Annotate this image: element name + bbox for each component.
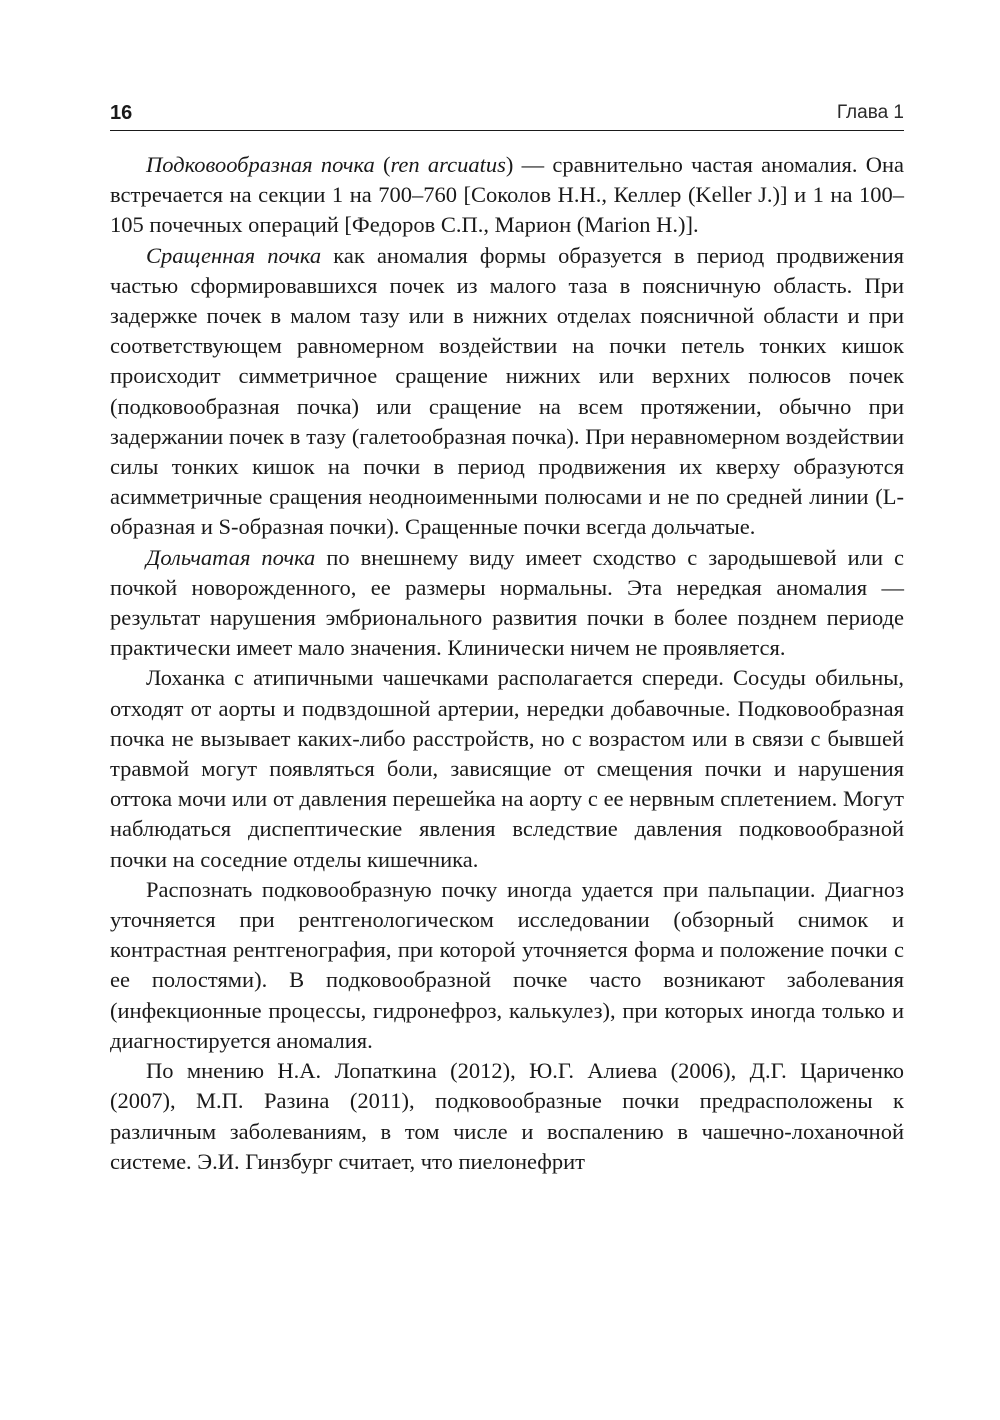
paragraph-text: по внешнему виду имеет сходство с зародышевой или с почкой новорожденного, ее размеры нормальны. Эта нередкая аномалия — результат нарушения эмбрионального развития почки в более позднем периоде практически имеет мало значения. Клинически ничем не проявляется. (110, 544, 904, 661)
paragraph-horseshoe-kidney (110, 150, 904, 241)
paragraph-lobulated-kidney (110, 543, 904, 664)
paragraph-text: ( (374, 152, 391, 177)
paragraph-opinions (110, 1056, 904, 1177)
paragraph-text: Распознать подковообразную почку иногда удается при пальпации. Диагноз уточняется при рентгенологическом исследовании (обзорный снимок и контрастная рентгенография, при которой уточняется форма и положение почки с ее полостями). В подковообразной почке часто возникают заболевания (инфекционные процессы, гидронефроз, калькулез), при которых иногда только и диагностируется аномалия. (110, 876, 904, 1053)
page-number: 16 (110, 102, 133, 124)
paragraph-text: По мнению Н.А. Лопаткина (2012), Ю.Г. Алиева (2006), Д.Г. Цариченко (2007), М.П. Разина (2011), подковообразные почки предрасположены к различным заболеваниям, в том числе и воспалению в чашечно-лоханочной системе. Э.И. Гинзбург считает, что пиелонефрит (110, 1058, 904, 1174)
latin-term: ren arcuatus (390, 152, 506, 177)
term-lobulated-kidney: Дольчатая почка (146, 544, 316, 570)
paragraph-text: ) — сравнительно частая аномалия. Она встречается на секции 1 на 700–760 [Соколов Н.Н., Келлер (Keller J.)] и 1 на 100–105 почечных операций [Федоров С.П., Марион (Marion H.)]. (110, 152, 904, 238)
paragraph-fused-kidney (110, 241, 904, 543)
paragraph-text: как аномалия формы образуется в период продвижения частью сформировавшихся почек из малого таза в поясничную область. При задержке почек в малом тазу или в нижних отделах поясничной области и при соответствующем равномерном воздействии на почки петель тонких кишок происходит симметричное сращение нижних или верхних полюсов почек (подковообразная почка) или сращение на всем протяжении, обычно при задержании почек в тазу (галетообразная почка). При неравномерном воздействии силы тонких кишок на почки в период продвижения их кверху образуются асимметричные сращения неодноименными полюсами и не по средней линии (L-образная и S-образная почки). Сращенные почки всегда дольчатые. (110, 242, 904, 540)
paragraph-text: Лоханка с атипичными чашечками располагается спереди. Сосуды обильны, отходят от аорты и подвздошной артерии, нередки добавочные. Подковообразная почка не вызывает каких-либо расстройств, но с возрастом или в связи с бывшей травмой могут появляться боли, зависящие от смещения почки и нарушения оттока мочи или от давления перешейка на аорту с ее нервным сплетением. Могут наблюдаться диспептические явления вследствие давления подковообразной почки на соседние отделы кишечника. (110, 665, 904, 872)
chapter-label: Глава 1 (836, 102, 904, 123)
paragraph-pelvis-vessels (110, 663, 904, 874)
term-fused-kidney: Сращенная почка (146, 242, 322, 268)
body-text (110, 150, 904, 1177)
paragraph-diagnosis (110, 875, 904, 1056)
running-head (110, 100, 904, 131)
term-horseshoe-kidney: Подковообразная почка (146, 152, 375, 177)
